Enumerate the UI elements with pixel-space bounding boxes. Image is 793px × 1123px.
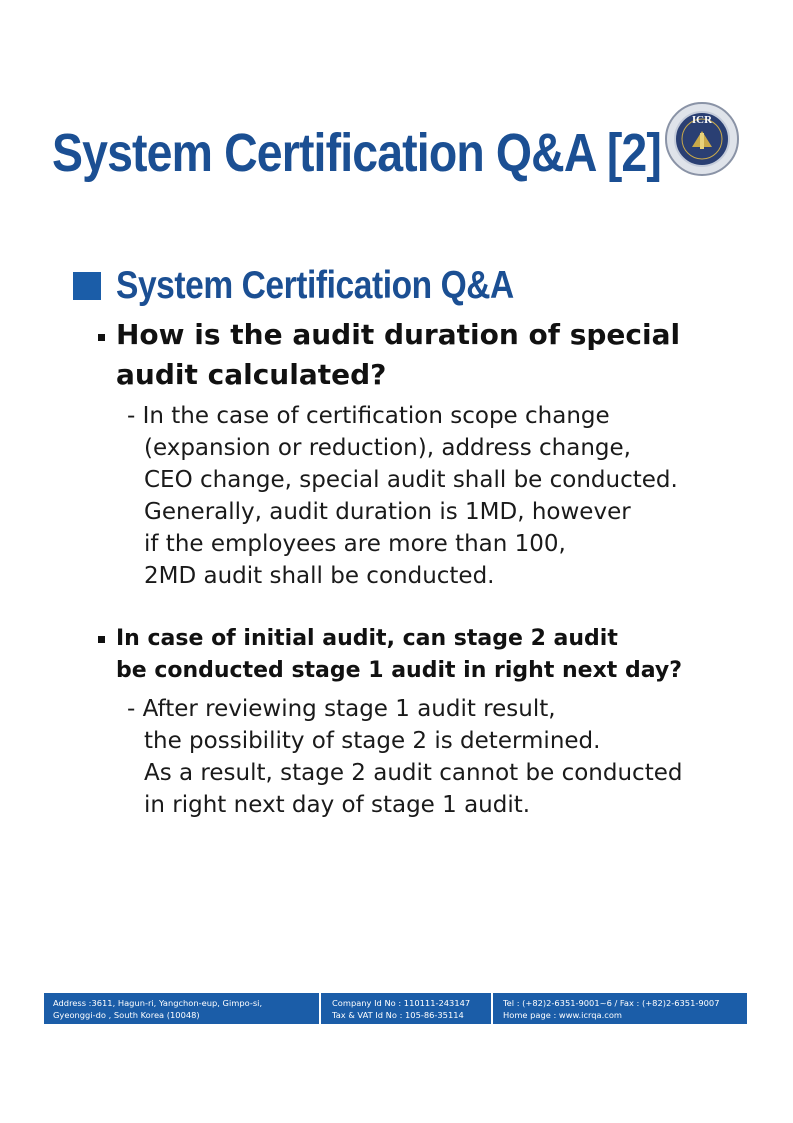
section-square-icon xyxy=(73,272,101,300)
answer-line: - After reviewing stage 1 audit result, xyxy=(127,696,556,722)
footer-bar xyxy=(44,993,747,1024)
logo-text: ICR xyxy=(691,114,713,126)
footer-address-line: Gyeonggi-do , South Korea (10048) xyxy=(53,1010,200,1020)
answer-line: if the employees are more than 100, xyxy=(144,531,566,557)
answer-line: the possibility of stage 2 is determined. xyxy=(144,728,601,754)
footer-address-line: Address :3611, Hagun-ri, Yangchon-eup, Gimpo-si, xyxy=(53,998,263,1008)
answer-line: Generally, audit duration is 1MD, however xyxy=(144,499,631,525)
footer-contact xyxy=(503,997,719,1021)
answer-line: in right next day of stage 1 audit. xyxy=(144,792,531,818)
footer-company-line: Tax & VAT Id No : 105-86-35114 xyxy=(332,1010,464,1020)
answer-line: 2MD audit shall be conducted. xyxy=(144,563,495,589)
bullet-icon xyxy=(98,334,105,341)
icr-logo xyxy=(664,101,740,177)
answer-line: CEO change, special audit shall be conducted. xyxy=(144,467,678,493)
section-title: System Certification Q&A xyxy=(116,264,514,307)
footer-address xyxy=(53,997,262,1021)
footer-divider xyxy=(319,993,321,1024)
footer-contact-line: Tel : (+82)2-6351-9001~6 / Fax : (+82)2-6351-9007 xyxy=(503,998,720,1008)
question-line: In case of initial audit, can stage 2 audit xyxy=(116,626,618,651)
footer-company-ids xyxy=(332,997,470,1021)
answer-line: - In the case of certification scope change xyxy=(127,403,610,429)
question-line: How is the audit duration of special xyxy=(116,318,681,351)
answer-line: (expansion or reduction), address change, xyxy=(144,435,631,461)
bullet-icon xyxy=(98,636,105,643)
page-title: System Certification Q&A [2] xyxy=(52,123,662,183)
question-line: be conducted stage 1 audit in right next day? xyxy=(116,658,682,683)
answer-line: As a result, stage 2 audit cannot be conducted xyxy=(144,760,683,786)
question-line: audit calculated? xyxy=(116,358,387,391)
footer-contact-line: Home page : www.icrqa.com xyxy=(503,1010,623,1020)
footer-company-line: Company Id No : 110111-243147 xyxy=(332,998,471,1008)
footer-divider xyxy=(491,993,493,1024)
